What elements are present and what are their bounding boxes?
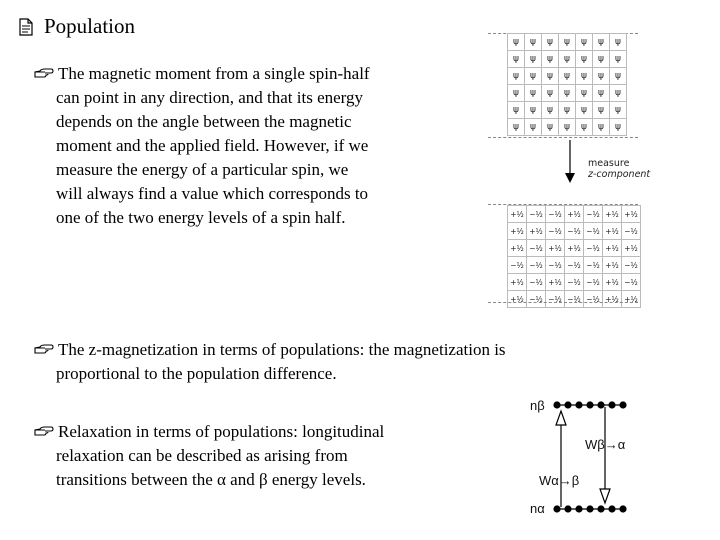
measured-grid-row [508,291,641,308]
bullet-3 [34,420,474,492]
spin-grid-cell: ψ [610,85,627,102]
measured-grid-cell: −½ [584,291,603,308]
measured-grid-cell: −½ [584,223,603,240]
spin-grid-cell: ψ [593,119,610,136]
bullet-2-line-0: The z-magnetization in terms of populations: the magnetization is [58,340,506,359]
spin-grid-row [508,51,627,68]
measure-label-line2: z-component [588,169,651,180]
down-arrow-head-icon [600,489,610,503]
alpha-spin-dot [564,505,571,512]
spin-grid-cell: ψ [508,68,525,85]
bullet-3-line-0: Relaxation in terms of populations: longitudinal [58,422,385,441]
spin-grid-cell: ψ [559,119,576,136]
measured-grid-cell: +½ [565,206,584,223]
spin-grid-cell: ψ [542,85,559,102]
spin-orientation-grid [507,33,627,136]
measured-grid-cell: −½ [546,291,565,308]
alpha-spin-dot [608,505,615,512]
spin-grid-cell: ψ [542,102,559,119]
measured-grid-cell: +½ [508,206,527,223]
measured-grid-cell: +½ [546,274,565,291]
spin-grid-cell: ψ [508,85,525,102]
measure-arrow-icon [560,140,580,185]
spin-grid-cell: ψ [559,68,576,85]
spin-grid-cell: ψ [593,51,610,68]
spin-grid-cell: ψ [559,51,576,68]
pointing-hand-icon [34,423,54,439]
spin-grid-cell: ψ [559,85,576,102]
bullet-1-line-2: depends on the angle between the magnetic [56,112,352,131]
spin-grid-cell: ψ [525,119,542,136]
measured-grid-cell: −½ [565,274,584,291]
alpha-spin-dot [597,505,604,512]
measured-grid-row [508,223,641,240]
bullet-3-line-1: relaxation can be described as arising from [56,446,348,465]
spin-grid-cell: ψ [610,34,627,51]
spin-grid-cell: ψ [525,68,542,85]
spin-grid-row [508,34,627,51]
measured-grid-cell: −½ [584,206,603,223]
beta-spin-dot [575,401,582,408]
measured-grid-cell: +½ [565,240,584,257]
spin-grid-row [508,102,627,119]
alpha-spin-dot [575,505,582,512]
measured-grid-cell: −½ [508,257,527,274]
relaxation-diagram [525,395,635,520]
measured-grid-cell: −½ [546,223,565,240]
measured-grid-cell: +½ [603,240,622,257]
bullet-1-line-3: moment and the applied field. However, if we [56,136,369,155]
spin-grid-cell: ψ [542,68,559,85]
bullet-1 [34,62,454,230]
measured-grid-cell: −½ [546,206,565,223]
spin-grid-cell: ψ [610,51,627,68]
spin-grid-row [508,85,627,102]
measured-grid-cell: −½ [622,274,641,291]
grid-top-dash-bottom [488,137,638,138]
bullet-1-line-1: can point in any direction, and that its energy [56,88,364,107]
spin-grid-cell: ψ [593,102,610,119]
measured-grid-cell: +½ [603,223,622,240]
measure-label-line1: measure [588,158,630,169]
measured-grid-cell: −½ [565,291,584,308]
measured-grid-cell: +½ [603,274,622,291]
bullet-1-line-6: one of the two energy levels of a spin half. [56,208,346,227]
measured-grid-cell: −½ [527,240,546,257]
spin-grid-cell: ψ [508,119,525,136]
w-beta-alpha-label: Wβ→α [585,437,626,452]
spin-grid-row [508,119,627,136]
bullet-2-line-1: proportional to the population difference. [56,364,337,383]
spin-grid-cell: ψ [576,85,593,102]
alpha-spin-dot [553,505,560,512]
spin-grid-cell: ψ [576,51,593,68]
spin-grid-cell: ψ [542,51,559,68]
measured-grid-row [508,240,641,257]
spin-grid-cell: ψ [542,119,559,136]
measured-grid-cell: +½ [508,223,527,240]
measured-grid-cell: −½ [527,206,546,223]
beta-spin-dot [608,401,615,408]
up-arrow-head-icon [556,411,566,425]
measured-grid-cell: −½ [527,257,546,274]
measured-grid-cell: +½ [622,206,641,223]
grid-bottom-dash-bottom [488,302,638,303]
spin-grid-cell: ψ [559,102,576,119]
measured-grid-cell: −½ [584,240,603,257]
alpha-spin-dot [586,505,593,512]
spin-grid-cell: ψ [508,102,525,119]
spin-grid-cell: ψ [576,102,593,119]
beta-spin-dot [553,401,560,408]
title-text: Population [44,14,136,38]
spin-grid-cell: ψ [610,68,627,85]
energy-levels-drawing [525,395,635,520]
spin-grid-cell: ψ [610,102,627,119]
bullet-1-line-5: will always find a value which corresponds to [56,184,369,203]
spin-grid-row [508,68,627,85]
bullet-2 [34,338,614,386]
measured-grid-cell: +½ [546,240,565,257]
measured-values-grid [507,205,641,308]
page-icon [16,17,36,37]
measured-grid-cell: −½ [546,257,565,274]
bullet-3-line-2: transitions between the α and β energy levels. [56,470,366,489]
n-beta-label: nβ [530,398,545,413]
measured-grid-cell: +½ [603,206,622,223]
beta-spin-dot [619,401,626,408]
measured-grid-row [508,257,641,274]
bullet-1-line-0: The magnetic moment from a single spin-half [58,64,370,83]
spin-grid-cell: ψ [525,102,542,119]
spin-grid-cell: ψ [559,34,576,51]
spin-grid-cell: ψ [593,34,610,51]
spin-grid-cell: ψ [576,119,593,136]
measured-grid-cell: +½ [527,223,546,240]
w-alpha-beta-label: Wα→β [539,473,580,488]
measured-grid-cell: +½ [508,274,527,291]
slide-title [16,14,135,39]
measured-grid-cell: +½ [622,240,641,257]
measured-grid-cell: −½ [527,274,546,291]
pointing-hand-icon [34,341,54,357]
spin-grid-cell: ψ [525,85,542,102]
measured-grid-cell: −½ [622,257,641,274]
spin-grid-cell: ψ [525,34,542,51]
bullet-1-line-4: measure the energy of a particular spin, we [56,160,349,179]
measured-grid-cell: −½ [527,291,546,308]
measured-grid-cell: −½ [565,257,584,274]
spin-grid-cell: ψ [542,34,559,51]
measured-grid-cell: −½ [584,274,603,291]
pointing-hand-icon [34,65,54,81]
measured-grid-row [508,274,641,291]
measured-grid-cell: +½ [622,291,641,308]
alpha-spin-dot [619,505,626,512]
measured-grid-cell: +½ [508,291,527,308]
spin-grid-cell: ψ [576,68,593,85]
n-alpha-label: nα [530,501,545,516]
spin-grid-cell: ψ [508,51,525,68]
spin-grid-cell: ψ [593,68,610,85]
measured-grid-cell: +½ [508,240,527,257]
beta-spin-dot [586,401,593,408]
beta-spin-dot [564,401,571,408]
measured-grid-cell: −½ [565,223,584,240]
measured-grid-cell: −½ [622,223,641,240]
spin-grid-cell: ψ [576,34,593,51]
spin-grid-cell: ψ [525,51,542,68]
measure-label [588,158,650,180]
spin-grid-cell: ψ [593,85,610,102]
measured-grid-cell: +½ [603,257,622,274]
beta-spin-dot [597,401,604,408]
spin-grid-cell: ψ [610,119,627,136]
measured-grid-cell: −½ [584,257,603,274]
spin-grid-cell: ψ [508,34,525,51]
measured-grid-row [508,206,641,223]
measured-grid-cell: +½ [603,291,622,308]
